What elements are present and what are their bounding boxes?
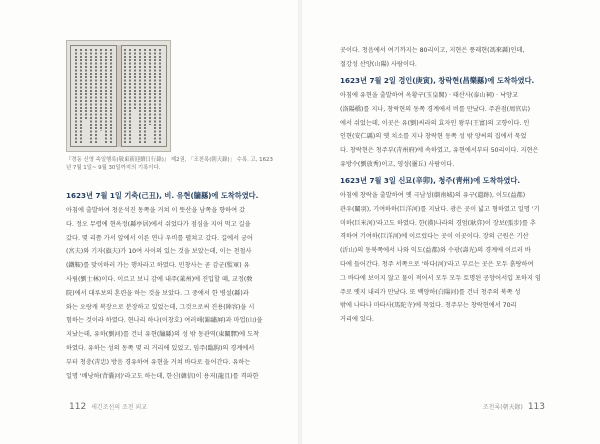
text-line: 격하여 기여하(巨洋河)에 이르렀다는 곳이 이곳이다. 장의 근원은 기산 [340,233,529,241]
text-line: 院)에서 대루보의 혼련을 하는 것을 보았다. 그 중에서 한 병설(縣)과 [66,289,249,297]
text-line: 아침에 출발하여 청운석진 동쪽을 거쳐 이 뜻산을 남쪽을 향하여 갔 [66,207,246,214]
continued-text [340,44,550,72]
text-line: (沂山)의 동북쪽에서 나와 익도(益都)와 수광(壽光)의 경계에 이르러 바 [340,247,531,255]
entry-heading-july-2: 1623년 7월 2일 경인(庚寅), 창락현(昌樂縣)에 도착하였다. [340,76,535,85]
text-line: 아침에 창락을 출발하여 옛 극남성(劇南城)의 유구(遺跡), 이도(益都) [340,192,526,199]
entry-body-july-3 [340,189,550,327]
text-line: 일명 '배낭하(背囊河)'라고도 하는데, 한신(韓信)이 용저(龍且)를 격파한 [66,372,259,380]
entry-body-july-2 [340,89,550,172]
text-line: 다. 창락현은 청주부(靑州府)에 속하였고, 유현에서부터 50리이다. 지현은 [340,147,539,155]
left-page [0,0,298,444]
page-number: 113 [527,402,545,412]
text-line: 사림(劉士林)이다. 이르고 보니 감에 내주(萊州)에 진입할 때, 교정(敎 [66,275,253,283]
text-line: 아침에 유현을 출발하여 옥황구(玉皇閣) · 태산사(泰山祠) · 낙양교 [340,92,519,99]
text-line: 밖에 나타나 마타사(馬陀寺)에 묵었다. 청주부는 창락현에서 70리 [340,302,517,310]
running-head: 새긴조선의 조천 외교 [91,404,148,411]
text-line: 미하(巨米河)'라고도 하였다. 한(漢)나라의 경엄(耿弇)이 장보(張步)를 추 [340,219,536,227]
text-line: 와는 오랑캐 복장으로 분장하고 있었는데, 그것으로써 진용(陣容)을 시 [66,303,255,311]
text-line: 유방수(劉放秀)이고, 영성(靈丘) 사람이다. [340,160,455,168]
historical-document-image [66,40,171,152]
text-line: 거리에 있다. [340,316,374,324]
right-footer [483,402,548,412]
text-line: 하였다. 유하는 성의 동쪽 몇 리 거리에 있었고, 임주(臨朐)의 경계에서 [66,344,255,352]
text-line: 관우(關羽), 기여하하(巨洋河)를 지났다. 광은 곳이 넓고 형하였고 일명 '기 [340,205,540,213]
text-line: 주로 옛지 내리가 만났다. 또 백양하(白陽河)를 건너 청주의 북쪽 성 [340,288,521,296]
text-line: 갔다. 몇 리쯤 가서 앞에서 이른 연나 우비를 펼쳐고 갔다. 길에서 궁어 [66,234,253,242]
left-footer [66,402,147,412]
right-page [302,0,600,444]
entry-heading-july-3: 1623년 7월 3일 신묘(辛卯), 청주(靑州)에 도착하였다. [340,176,521,185]
text-line: 다에 들어간다. 청주 서쪽으로 '하다(河)'라고 부르는 곳은 모두 흙탕하여 [340,260,534,268]
text-line: 다. 정오 무렵에 현옥정(縣亭居)에서 쉬었다가 점심을 지어 먹고 길을 [66,220,251,228]
text-line: (鐵鞍)를 맞이하러 가는 행차라고 하였다. 민창사는 곧 감군(監軍) 유 [66,262,250,270]
figure-caption: 『경동 신영 속일행록(敬東新迎續日行錄)』 제2권, 「조천록(朝天錄)」 수록. 고, 1623년 7월 1일~ 9월 30일까지의 기록이다. [66,157,273,171]
text-line: 곳이다. 청음에서 여기까지는 80리이고, 지현은 풍래현(馮來縣)인데, [340,47,525,54]
text-line: (宮夫)와 기자(旗夫)가 10여 사이의 있는 것을 보았는데, 이는 천철사 [66,248,252,256]
text-line: 험하는 것이라 하였다. 현나리 하나(이창호) 여러해(錦繡屛)과 마업(山)을 [66,317,263,325]
entry-heading-july-1: 1623년 7월 1일 기축(己丑), 비. 유현(牖縣)에 도착하였다. [66,191,259,200]
entry-body-july-1 [66,204,276,383]
text-line: 그 바다에 보이지 않고 물이 적어서 모두 모두 토명된 공양어서입 포하지 임 [340,274,541,282]
text-line: 부터 청충(靑忠) 방음 경유하여 유현을 거쳐 바다로 들어간다. 유하는 [66,358,251,366]
page-number: 112 [69,402,87,412]
text-line: 절강성 산양(山陽) 사람이다. [340,60,417,68]
text-line: 지났는데, 유하(劉河)를 건너 유현(牖縣)의 성 밖 동관역(東關驛)에 도착 [66,331,260,339]
text-line: (洛陽橋)를 지나, 창락현의 동쪽 경계에서 비를 만났다. 주관점(周官店) [340,105,531,113]
text-line: 에서 쉬었는데, 이곳은 유(劉)씨라의 효자인 왕부(王富)의 고향이다. 인 [340,119,530,127]
text-line: 인현(安仁縣)의 옛 치소를 지나 창락현 동쪽 성 밖 양씨의 집에서 묵었 [340,133,527,141]
running-head: 조천록(朝天錄) [482,404,523,411]
